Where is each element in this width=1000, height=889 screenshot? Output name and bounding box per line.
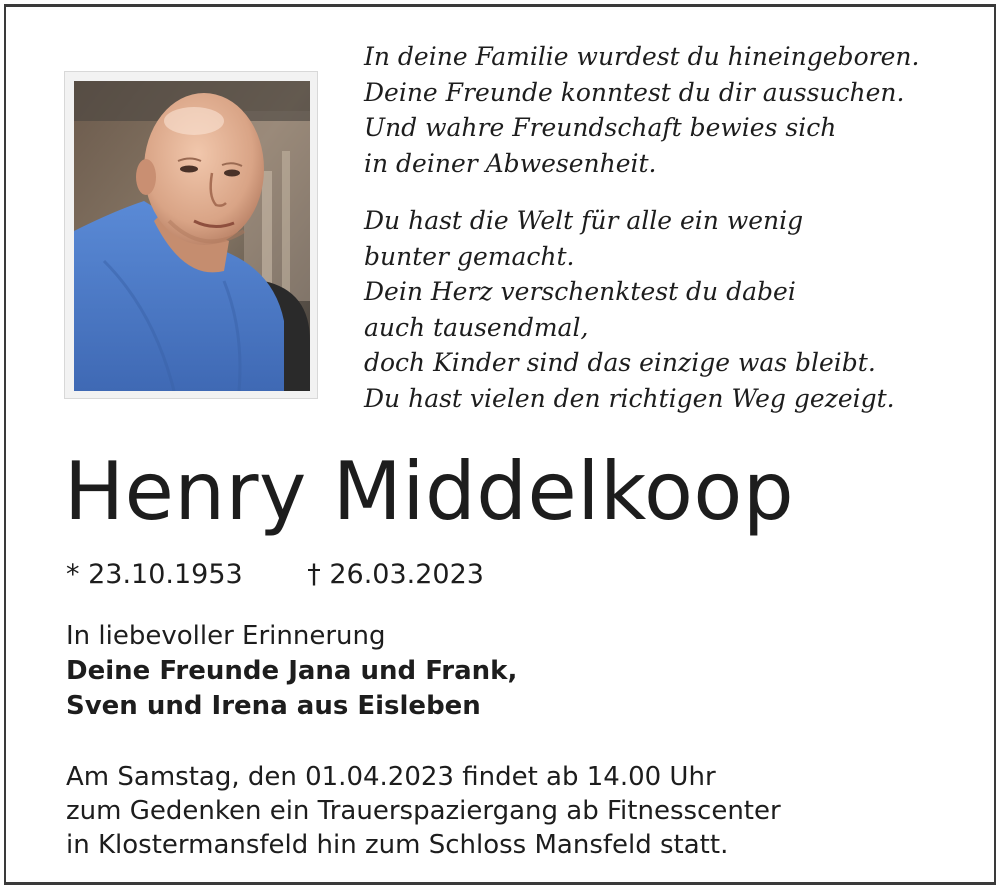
poem-line: Du hast die Welt für alle ein wenig	[364, 206, 804, 235]
memory-section	[66, 619, 517, 724]
poem-line: Dein Herz verschenktest du dabei	[364, 277, 796, 306]
birth-date: * 23.10.1953	[66, 559, 243, 590]
poem-line: auch tausendmal,	[364, 312, 589, 342]
poem-line: doch Kinder sind das einzige was bleibt.	[364, 348, 876, 377]
obituary-card	[4, 4, 996, 885]
death-date: † 26.03.2023	[307, 559, 484, 590]
portrait-image	[74, 81, 310, 391]
mourners-line-2: Sven und Irena aus Eisleben	[66, 691, 481, 721]
poem-line: In deine Familie wurdest du hineingeboren.	[364, 42, 920, 71]
poem-stanza-1	[364, 39, 984, 181]
event-line-2: zum Gedenken ein Trauerspaziergang ab Fitnesscenter	[66, 796, 781, 826]
event-line-3: in Klostermansfeld hin zum Schloss Mansfeld statt.	[66, 830, 729, 860]
poem-line: in deiner Abwesenheit.	[364, 148, 657, 178]
poem-line: bunter gemacht.	[364, 241, 575, 271]
event-line-1: Am Samstag, den 01.04.2023 findet ab 14.00 Uhr	[66, 762, 716, 792]
poem-stanza-2	[364, 203, 984, 416]
poem-line: Deine Freunde konntest du dir aussuchen.	[364, 77, 905, 107]
memorial-event	[66, 760, 781, 862]
deceased-name: Henry Middelkoop	[64, 445, 795, 538]
poem-line: Du hast vielen den richtigen Weg gezeigt.	[364, 383, 895, 413]
mourners-line-1: Deine Freunde Jana und Frank,	[66, 656, 518, 686]
poem	[364, 39, 984, 438]
poem-line: Und wahre Freundschaft bewies sich	[364, 113, 837, 142]
portrait-photo	[64, 71, 318, 399]
life-dates	[66, 557, 484, 593]
memory-intro: In liebevoller Erinnerung	[66, 621, 386, 651]
